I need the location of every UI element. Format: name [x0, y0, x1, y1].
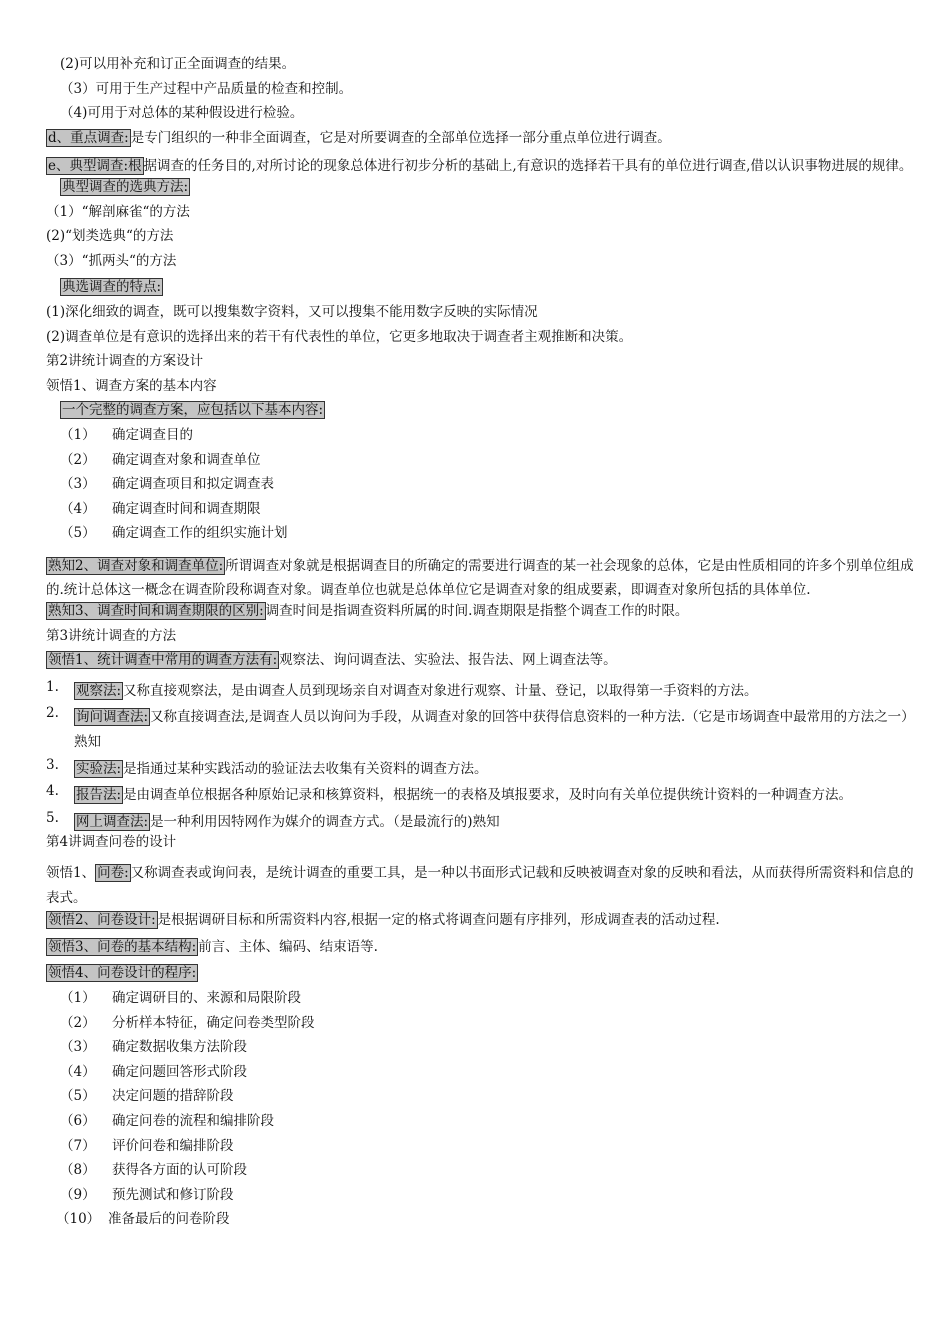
item-number: （5） — [60, 1088, 96, 1105]
text-line: （3）可用于生产过程中产品质量的检查和控制。 — [60, 80, 353, 97]
item-number: （1） — [60, 426, 96, 443]
list-item — [46, 1015, 918, 1040]
item-text: 获得各方面的认可阶段 — [112, 1162, 247, 1179]
lecture-title: 第2讲统计调查的方案设计 — [46, 353, 204, 370]
method-item — [46, 757, 918, 782]
section-heading — [46, 279, 918, 304]
highlighted-term: 领悟3、问卷的基本结构: — [48, 938, 197, 955]
highlighted-term: 网上调查法: — [76, 813, 149, 830]
highlighted-term: 领悟4、问卷设计的程序: — [48, 965, 197, 982]
item-number: （8） — [60, 1162, 96, 1179]
list-item — [46, 501, 918, 526]
item-number: （3） — [60, 1039, 96, 1056]
item-text: 确定调查对象和调查单位 — [112, 451, 261, 468]
item-number: （6） — [60, 1112, 96, 1129]
definition-paragraph — [46, 652, 918, 677]
subsection-title: 领悟1、调查方案的基本内容 — [46, 377, 217, 394]
document-page — [46, 56, 918, 1236]
typical-survey-paragraph — [46, 154, 918, 179]
highlighted-term: d、重点调查: — [48, 129, 129, 146]
definition-paragraph — [46, 554, 918, 603]
item-number: 3. — [46, 756, 59, 773]
definition-paragraph — [46, 939, 918, 964]
method-item — [46, 810, 918, 835]
highlighted-term: 问卷: — [97, 865, 129, 881]
list-item — [46, 1187, 918, 1212]
list-item — [46, 1211, 918, 1236]
item-number: （10） — [56, 1211, 101, 1228]
highlighted-term: 实验法: — [76, 760, 122, 777]
item-text: 确定问题回答形式阶段 — [112, 1063, 247, 1080]
item-number: 1. — [46, 678, 59, 695]
definition-paragraph — [46, 965, 918, 990]
list-item: (2)“划类选典“的方法 — [46, 228, 174, 245]
item-text — [74, 679, 918, 704]
paragraph-text: 所谓调查对象就是根据调查目的所确定的需要进行调查的某一社会现象的总体，它是由性质相同的许多个别单位组成的.统计总体这一概念在调查阶段称调查对象。调查单位也就是总体单位它是调查对象的组成要素，即调查对象所包括的具体单位. — [46, 557, 914, 599]
paragraph-text: 是专门组织的一种非全面调查，它是对所要调查的全部单位选择一部分重点单位进行调查。 — [130, 129, 671, 146]
list-item: （1）“解剖麻雀“的方法 — [46, 203, 190, 220]
item-number: （2） — [60, 451, 96, 468]
item-number: （4） — [60, 1063, 96, 1080]
list-item — [46, 452, 918, 477]
paragraph-prefix: 领悟1、 — [46, 865, 96, 881]
item-text — [74, 783, 918, 808]
item-text — [74, 757, 918, 782]
paragraph-text: 又称调查表或询问表，是统计调查的重要工具，是一种以书面形式记载和反映被调查对象的反映和看法，从而获得所需资料和信息的表式。 — [46, 865, 914, 906]
item-number: 4. — [46, 783, 59, 800]
highlighted-term: 领悟1、统计调查中常用的调查方法有: — [48, 652, 278, 669]
paragraph-text: 是一种利用因特网作为媒介的调查方式。（是最流行的)熟知 — [150, 813, 500, 830]
item-text — [74, 810, 918, 835]
item-text: 确定调查项目和拟定调查表 — [112, 476, 274, 493]
item-number: （5） — [60, 525, 96, 542]
list-item — [46, 427, 918, 452]
paragraph-text: 据调查的任务目的,对所讨论的现象总体进行初步分析的基础上,有意识的选择若干具有的单位进行调查,借以认识事物进展的规律。 — [143, 158, 913, 175]
list-item — [46, 1064, 918, 1089]
item-text: 确定调查目的 — [112, 426, 193, 443]
definition-paragraph — [46, 861, 918, 910]
item-number: 2. — [46, 705, 59, 722]
paragraph-text: 又称直接观察法，是由调查人员到现场亲自对调查对象进行观察、计量、登记，以取得第一手资料的方法。 — [123, 682, 758, 699]
item-number: （7） — [60, 1137, 96, 1154]
text-line: （4)可用于对总体的某种假设进行检验。 — [60, 105, 304, 122]
definition-paragraph — [46, 912, 918, 937]
section-heading — [46, 179, 918, 204]
section-heading — [46, 402, 918, 427]
highlighted-term: e、典型调查:根 — [48, 158, 142, 175]
item-text: 评价问卷和编排阶段 — [112, 1137, 234, 1154]
list-item — [46, 1162, 918, 1187]
list-item: (2)调查单位是有意识的选择出来的若干有代表性的单位，它更多地取决于调查者主观推断和决策。 — [46, 328, 633, 345]
list-item — [46, 1138, 918, 1163]
list-item: （3）“抓两头“的方法 — [46, 252, 177, 269]
paragraph-text: 观察法、询问调查法、实验法、报告法、网上调查法等。 — [279, 652, 617, 669]
item-text: 确定问卷的流程和编排阶段 — [112, 1112, 274, 1129]
list-item — [46, 476, 918, 501]
paragraph-text: 是指通过某种实践活动的验证法去收集有关资料的调查方法。 — [123, 760, 488, 777]
item-number: （9） — [60, 1186, 96, 1203]
paragraph-text: 前言、主体、编码、结束语等. — [198, 938, 378, 955]
item-number: （2） — [60, 1014, 96, 1031]
item-text: 确定调研目的、来源和局限阶段 — [112, 989, 301, 1006]
list-item — [46, 1039, 918, 1064]
lecture-title: 第4讲调查问卷的设计 — [46, 834, 177, 851]
item-number: 5. — [46, 809, 59, 826]
item-number: （4） — [60, 500, 96, 517]
lecture-title: 第3讲统计调查的方法 — [46, 627, 177, 644]
paragraph-text: 又称直接调查法,是调查人员以询问为手段，从调查对象的回答中获得信息资料的一种方法.（它是市场调查中最常用的方法之一）熟知 — [74, 709, 915, 751]
highlighted-term: 熟知3、调查时间和调查期限的区别: — [48, 603, 264, 620]
item-text: 确定调查时间和调查期限 — [112, 500, 261, 517]
definition-paragraph — [46, 603, 918, 628]
highlighted-term: 领悟2、问卷设计: — [48, 912, 156, 929]
list-item — [46, 990, 918, 1015]
highlighted-term: 熟知2、调查对象和调查单位: — [48, 557, 224, 574]
highlighted-term: 报告法: — [76, 787, 122, 804]
paragraph-text: 是由调查单位根据各种原始记录和核算资料，根据统一的表格及填报要求，及时向有关单位提供统计资料的一种调查方法。 — [123, 787, 853, 804]
item-text: 预先测试和修订阶段 — [112, 1186, 234, 1203]
text-line: (2)可以用补充和订正全面调查的结果。 — [60, 56, 296, 72]
paragraph-text: 是根据调研目标和所需资料内容,根据一定的格式将调查问题有序排列，形成调查表的活动过程. — [157, 912, 720, 929]
item-number: （1） — [60, 989, 96, 1006]
item-text — [74, 705, 918, 754]
highlighted-heading: 典选调查的特点: — [62, 279, 162, 296]
paragraph-text: 调查时间是指调查资料所属的时间.调查期限是指整个调查工作的时限。 — [265, 603, 689, 620]
list-item — [46, 1088, 918, 1113]
method-item — [46, 679, 918, 704]
item-text: 决定问题的措辞阶段 — [112, 1088, 234, 1105]
item-text: 分析样本特征，确定问卷类型阶段 — [112, 1014, 315, 1031]
list-item — [46, 525, 918, 550]
item-text: 确定调查工作的组织实施计划 — [112, 525, 288, 542]
highlighted-heading: 典型调查的选典方法: — [62, 178, 189, 195]
highlighted-term: 询问调查法: — [76, 709, 149, 726]
list-item — [46, 1113, 918, 1138]
list-item: (1)深化细致的调查，既可以搜集数字资料，又可以搜集不能用数字反映的实际情况 — [46, 303, 538, 320]
item-number: （3） — [60, 476, 96, 493]
item-text: 确定数据收集方法阶段 — [112, 1039, 247, 1056]
method-item — [46, 783, 918, 808]
key-point-paragraph — [46, 130, 918, 155]
highlighted-heading: 一个完整的调查方案，应包括以下基本内容: — [62, 402, 324, 419]
item-text: 准备最后的问卷阶段 — [108, 1211, 230, 1228]
highlighted-term: 观察法: — [76, 682, 122, 699]
method-item — [46, 705, 918, 754]
